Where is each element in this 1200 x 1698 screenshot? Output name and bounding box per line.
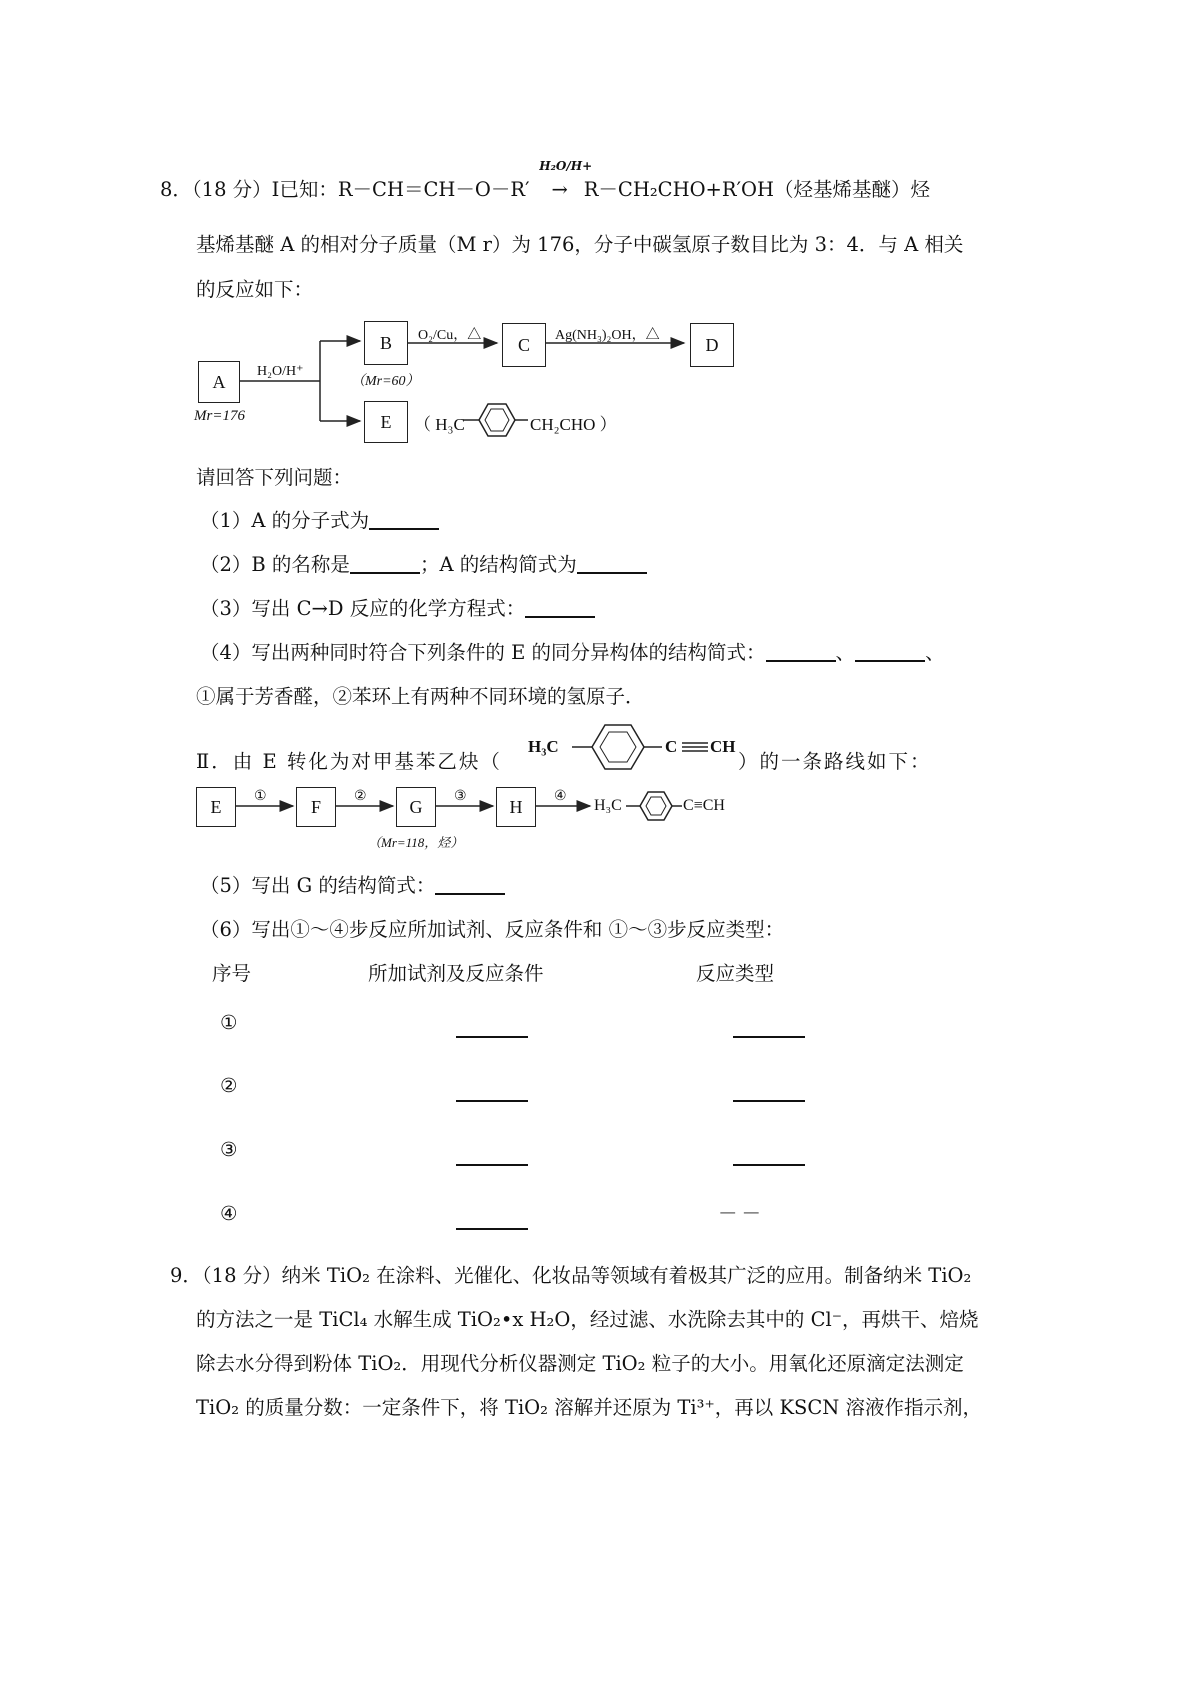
table-header-type: 反应类型 xyxy=(696,962,775,985)
compound-B-mr: （Mr=60） xyxy=(351,374,420,389)
compound-E-formula-left: （ H₃C xyxy=(414,415,465,434)
question-4-conditions: ①属于芳香醛，②苯环上有两种不同环境的氢原子． xyxy=(196,685,645,708)
q9-line2: 的方法之一是 TiCl₄ 水解生成 TiO₂•x H₂O，经过滤、水洗除去其中的 Cl⁻，再烘干、焙烧 xyxy=(196,1308,979,1331)
part2-text-b: ）的一条路线如下： xyxy=(738,750,932,773)
table-row-1-number: ① xyxy=(220,1011,238,1034)
table-row-4-number: ④ xyxy=(220,1202,238,1225)
question-2-text-b: ；A 的结构简式为 xyxy=(419,553,577,576)
answer-blank xyxy=(435,893,505,895)
silver-mirror-label: Ag(NH₃)₂OH，△ xyxy=(555,328,660,343)
scheme2-G-box: G xyxy=(396,787,436,827)
compound-A-mr: Mr=176 xyxy=(194,408,245,424)
q9-line3: 除去水分得到粉体 TiO₂．用现代分析仪器测定 TiO₂ 粒子的大小。用氧化还原滴定法测定 xyxy=(196,1352,964,1375)
alkyne-ch: CH xyxy=(710,737,736,756)
q8-line1-a: 8．（18 分）Ⅰ已知：R－CH＝CH－O－R′ xyxy=(160,178,530,201)
reagent-blank xyxy=(456,1164,528,1166)
table-row-3-number: ③ xyxy=(220,1138,238,1161)
reagent-blank xyxy=(456,1228,528,1230)
question-2-text-a: （2）B 的名称是 xyxy=(200,553,350,576)
type-blank xyxy=(733,1036,805,1038)
scheme2-F-box: F xyxy=(296,787,336,827)
oxidation-label: O₂/Cu，△ xyxy=(418,328,482,343)
compound-G-mr: （Mr=118，烃） xyxy=(368,835,464,850)
alkyne-c: C xyxy=(665,737,678,756)
product-h3c: H₃C xyxy=(594,797,622,814)
question-5 xyxy=(200,876,505,896)
part2-text-a: Ⅱ．由 E 转化为对甲基苯乙炔（ xyxy=(196,750,502,773)
separator: 、 xyxy=(925,641,945,664)
table-header-reagent: 所加试剂及反应条件 xyxy=(368,962,544,985)
compound-E-box: E xyxy=(364,401,408,443)
q8-line3: 的反应如下： xyxy=(196,278,314,301)
compound-A-box: A xyxy=(198,361,240,403)
reaction-arrow: H₂O/H+ → xyxy=(536,180,584,200)
prompt-text: 请回答下列问题： xyxy=(196,466,353,489)
question-1-text: （1）A 的分子式为 xyxy=(200,509,370,532)
question-6: （6）写出①～④步反应所加试剂、反应条件和 ①～③步反应类型： xyxy=(200,918,785,941)
table-header-number: 序号 xyxy=(212,962,252,985)
hydrolysis-label: H₂O/H⁺ xyxy=(257,364,304,379)
q8-line2: 基烯基醚 A 的相对分子质量（M r）为 176，分子中碳氢原子数目比为 3：4．与 A 相关 xyxy=(196,233,964,256)
step-2-label: ② xyxy=(354,789,367,804)
step-4-label: ④ xyxy=(554,789,567,804)
q8-line1-b: R－CH₂CHO+R′OH（烃基烯基醚）烃 xyxy=(583,178,930,201)
step-3-label: ③ xyxy=(454,789,467,804)
compound-B-box: B xyxy=(364,321,408,365)
scheme2-H-box: H xyxy=(496,787,536,827)
question-3-text: （3）写出 C→D 反应的化学方程式： xyxy=(200,597,526,620)
compound-E-formula-right: CH₂CHO ） xyxy=(530,415,617,434)
product-alkyne: C≡CH xyxy=(683,797,725,814)
separator: 、 xyxy=(835,641,856,664)
type-blank xyxy=(733,1164,805,1166)
type-not-applicable: －－ xyxy=(718,1202,766,1225)
arrow-label: H₂O/H+ xyxy=(539,159,593,173)
q9-line4: TiO₂ 的质量分数：一定条件下，将 TiO₂ 溶解并还原为 Ti³⁺，再以 KSCN 溶液作指示剂， xyxy=(196,1396,983,1419)
question-5-text: （5）写出 G 的结构简式： xyxy=(200,874,436,897)
scheme2-E-box: E xyxy=(196,787,236,827)
reagent-blank xyxy=(456,1036,528,1038)
compound-D-box: D xyxy=(690,323,734,367)
alkyne-h3c: H₃C xyxy=(528,737,559,756)
q9-line1: 9．（18 分）纳米 TiO₂ 在涂料、光催化、化妆品等领域有着极其广泛的应用。制备纳米 TiO₂ xyxy=(170,1264,972,1287)
compound-C-box: C xyxy=(502,323,546,367)
question-4-text: （4）写出两种同时符合下列条件的 E 的同分异构体的结构简式： xyxy=(200,641,766,664)
type-blank xyxy=(733,1100,805,1102)
reagent-blank xyxy=(456,1100,528,1102)
table-row-2-number: ② xyxy=(220,1074,238,1097)
step-1-label: ① xyxy=(254,789,267,804)
